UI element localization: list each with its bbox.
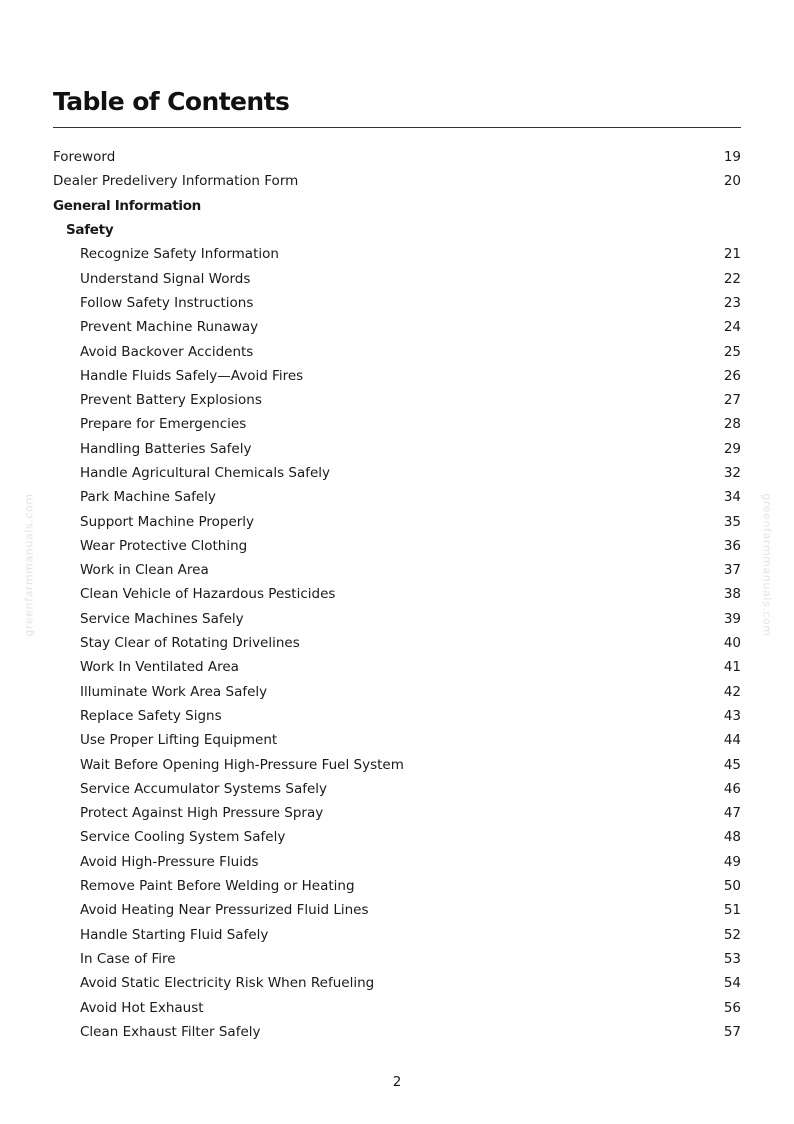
toc-entry-page-number: 39 (723, 610, 741, 627)
toc-entry-title: Support Machine Properly (80, 513, 255, 530)
toc-entry-title: Wear Protective Clothing (80, 537, 248, 554)
toc-entry-page-number: 26 (723, 367, 741, 384)
toc-entry-page-number: 34 (723, 489, 741, 506)
toc-entry-page-number: 47 (723, 805, 741, 822)
toc-entry-title: Wait Before Opening High-Pressure Fuel System (80, 756, 404, 773)
toc-section-heading (53, 194, 741, 218)
toc-entry-title: Avoid Hot Exhaust (80, 999, 204, 1016)
toc-entry-title: Avoid High-Pressure Fluids (80, 853, 259, 870)
toc-entry-page-number: 48 (723, 829, 741, 846)
toc-entry-title: Stay Clear of Rotating Drivelines (80, 635, 300, 652)
toc-entry-title: Foreword (53, 149, 116, 166)
toc-entry[interactable] (53, 777, 741, 801)
toc-entry[interactable] (53, 704, 741, 728)
toc-entry-page-number: 32 (723, 465, 741, 481)
toc-entry[interactable] (53, 631, 741, 655)
toc-entry-title: Recognize Safety Information (80, 246, 279, 263)
toc-entry-page-number: 50 (723, 878, 741, 895)
toc-entry-page-number: 57 (723, 1023, 741, 1040)
toc-entry-page-number: 23 (723, 294, 741, 311)
toc-entry[interactable] (53, 509, 741, 533)
toc-entry-title: Illuminate Work Area Safely (80, 683, 268, 700)
toc-entry-page-number: 54 (723, 975, 741, 992)
toc-entry[interactable] (53, 874, 741, 898)
toc-entry-title: Prevent Battery Explosions (80, 392, 262, 409)
toc-entry[interactable] (53, 655, 741, 679)
table-of-contents (53, 145, 741, 1044)
toc-entry[interactable] (53, 364, 741, 388)
toc-entry-title: Clean Exhaust Filter Safely (80, 1023, 261, 1040)
toc-entry-title: Service Cooling System Safely (80, 829, 286, 846)
toc-entry-page-number: 45 (723, 756, 741, 773)
toc-entry-title: Handle Fluids Safely—Avoid Fires (80, 367, 304, 384)
toc-entry[interactable] (53, 995, 741, 1019)
toc-entry[interactable] (53, 947, 741, 971)
toc-entry[interactable] (53, 437, 741, 461)
toc-entry-title: Service Accumulator Systems Safely (80, 780, 328, 797)
toc-entry-title: Safety (66, 222, 114, 239)
toc-entry-title: Prepare for Emergencies (80, 416, 247, 433)
toc-entry-page-number: 28 (723, 416, 741, 433)
toc-entry-title: Replace Safety Signs (80, 707, 222, 724)
toc-entry[interactable] (53, 412, 741, 436)
toc-entry[interactable] (53, 485, 741, 509)
toc-entry[interactable] (53, 752, 741, 776)
toc-entry[interactable] (53, 266, 741, 290)
toc-entry[interactable] (53, 145, 741, 169)
toc-entry-title: Work in Clean Area (80, 562, 209, 579)
toc-entry-title: Follow Safety Instructions (80, 294, 254, 311)
toc-entry[interactable] (53, 339, 741, 363)
toc-entry-title: Handle Starting Fluid Safely (80, 926, 269, 943)
toc-entry[interactable] (53, 291, 741, 315)
toc-entry-title: Avoid Heating Near Pressurized Fluid Lines (80, 902, 369, 919)
page-number: 2 (392, 1074, 402, 1090)
toc-entry[interactable] (53, 169, 741, 193)
toc-entry-title: Handling Batteries Safely (80, 440, 252, 457)
toc-entry-page-number: 36 (723, 537, 741, 554)
toc-entry-title: Clean Vehicle of Hazardous Pesticides (80, 586, 336, 603)
toc-entry-title: Dealer Predelivery Information Form (53, 173, 299, 190)
toc-entry[interactable] (53, 971, 741, 995)
watermark-left: greenfarmmanuals.com (22, 493, 36, 637)
toc-entry-page-number: 44 (723, 732, 741, 749)
toc-entry-page-number: 37 (723, 562, 741, 579)
toc-entry-page-number: 53 (723, 950, 741, 967)
toc-entry-title: Avoid Static Electricity Risk When Refueling (80, 975, 375, 992)
toc-entry-title: Protect Against High Pressure Spray (80, 805, 324, 822)
toc-entry[interactable] (53, 923, 741, 947)
toc-entry-title: Avoid Backover Accidents (80, 343, 254, 360)
toc-entry[interactable] (53, 461, 741, 485)
toc-entry-page-number: 35 (723, 513, 741, 530)
toc-entry-title: Remove Paint Before Welding or Heating (80, 878, 355, 895)
toc-entry-page-number: 20 (723, 173, 741, 190)
toc-entry-page-number: 46 (723, 780, 741, 797)
toc-entry-page-number: 24 (723, 319, 741, 336)
toc-entry[interactable] (53, 825, 741, 849)
page-title: Table of Contents (53, 87, 290, 116)
toc-entry[interactable] (53, 680, 741, 704)
toc-entry[interactable] (53, 728, 741, 752)
toc-entry-page-number: 49 (723, 853, 741, 870)
toc-entry[interactable] (53, 850, 741, 874)
toc-entry-title: General Information (53, 197, 201, 214)
toc-entry-title: Prevent Machine Runaway (80, 319, 259, 336)
toc-entry-page-number: 22 (723, 270, 741, 287)
toc-entry-title: Understand Signal Words (80, 270, 251, 287)
toc-entry[interactable] (53, 607, 741, 631)
toc-entry-page-number: 56 (723, 999, 741, 1016)
toc-entry-page-number: 41 (723, 659, 741, 676)
toc-entry[interactable] (53, 1020, 741, 1044)
toc-section-heading (53, 218, 741, 242)
toc-entry-page-number: 52 (723, 926, 741, 943)
toc-entry-page-number: 42 (723, 683, 741, 700)
toc-entry[interactable] (53, 801, 741, 825)
toc-entry[interactable] (53, 315, 741, 339)
title-divider (53, 127, 741, 128)
toc-entry-title: In Case of Fire (80, 950, 176, 967)
toc-entry-page-number: 25 (723, 343, 741, 360)
toc-entry-title: Service Machines Safely (80, 610, 244, 627)
toc-entry-page-number: 40 (723, 635, 741, 652)
toc-entry-page-number: 38 (723, 586, 741, 603)
toc-entry-page-number: 19 (723, 149, 741, 166)
toc-entry[interactable] (53, 582, 741, 606)
toc-entry-page-number: 27 (723, 392, 741, 409)
toc-entry[interactable] (53, 558, 741, 582)
toc-entry[interactable] (53, 898, 741, 922)
toc-entry[interactable] (53, 242, 741, 266)
toc-entry-page-number: 29 (723, 440, 741, 457)
toc-entry-title: Work In Ventilated Area (80, 659, 239, 676)
toc-entry-title: Handle Agricultural Chemicals Safely (80, 465, 331, 481)
toc-entry[interactable] (53, 534, 741, 558)
toc-entry-title: Park Machine Safely (80, 489, 216, 506)
toc-entry-page-number: 21 (723, 246, 741, 263)
toc-entry-title: Use Proper Lifting Equipment (80, 732, 278, 749)
toc-entry-page-number: 51 (723, 902, 741, 919)
toc-entry-page-number: 43 (723, 707, 741, 724)
watermark-right: greenfarmmanuals.com (760, 493, 774, 637)
toc-entry[interactable] (53, 388, 741, 412)
